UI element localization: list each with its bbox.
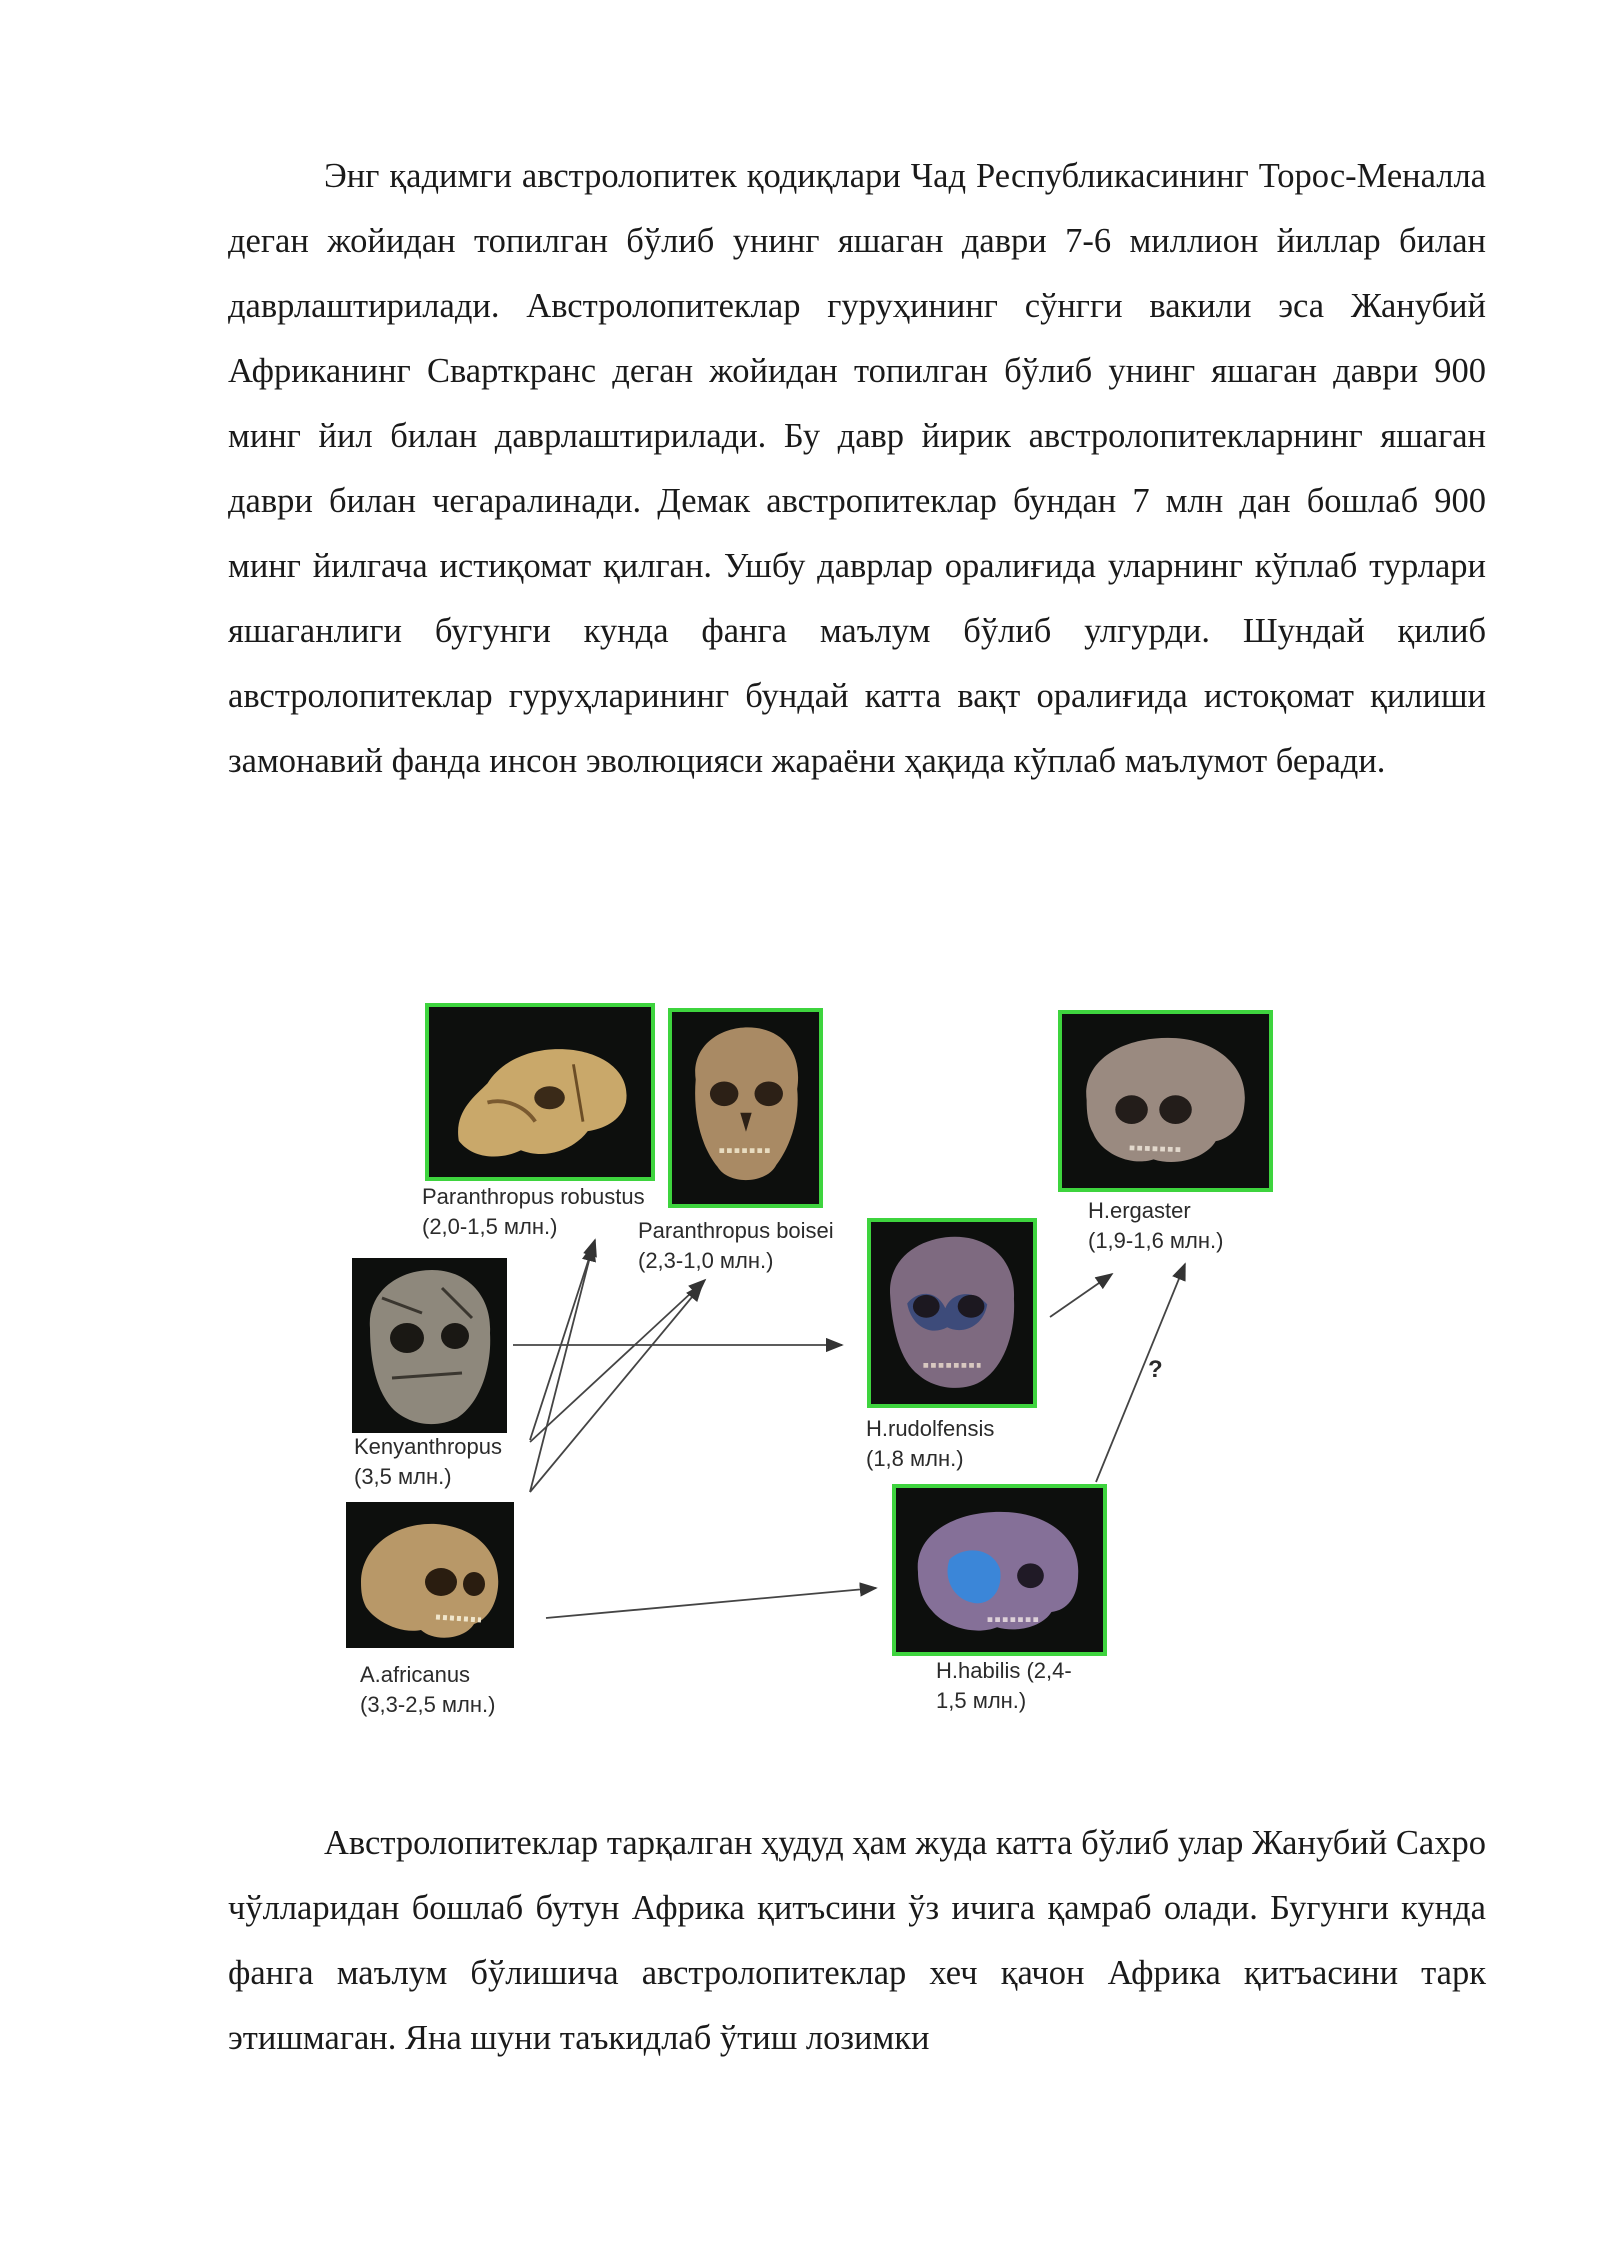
uncertain-lineage-mark: ? <box>1148 1356 1163 1383</box>
species-dates: (3,5 млн.) <box>354 1464 452 1489</box>
caption-h-ergaster <box>1088 1196 1223 1256</box>
arrow-rudolfensis-ergaster <box>1050 1274 1112 1317</box>
species-name: A.africanus <box>360 1662 471 1687</box>
arrow-africanus-habilis <box>546 1588 876 1618</box>
skull-photo-kenyanthropus <box>352 1258 507 1433</box>
species-dates: (1,9-1,6 млн.) <box>1088 1228 1224 1253</box>
paragraph-1: Энг қадимги австролопитек қодиқлари Чад Республикасининг Торос-Меналла деган жойидан топилган бўлиб унинг яшаган даври 7-6 миллион йиллар билан даврлаштирилади. Австролопитеклар гуруҳининг сўнгги вакили эса Жанубий Африканинг Сварткранс деган жойидан топилган бўлиб унинг яшаган даври 900 минг йил билан даврлаштирилади. Бу давр йирик австролопитекларнинг яшаган даври билан чегаралинади. Демак австропитеклар бундан 7 млн дан бошлаб 900 минг йилгача истиқомат қилган. Ушбу даврлар оралиғида уларнинг кўплаб турлари яшаганлиги бугунги кунда фанга маълум бўлиб улгурди. Шундай қилиб австролопитеклар гуруҳларининг бундай катта вақт оралиғида истоқомат қилиши замонавий фанда инсон эволюцияси жараёни ҳақида кўплаб маълумот беради. <box>228 157 1486 780</box>
skull-photo-h-habilis <box>892 1484 1107 1656</box>
paragraph-2: Австролопитеклар тарқалган ҳудуд ҳам жуда катта бўлиб улар Жанубий Сахро чўлларидан бошлаб бутун Африка қитъсини ўз ичига қамраб олади. Бугунги кунда фанга маълум бўлишича австролопитеклар хеч қачон Африка қитъасини тарк этишмаган. Яна шуни таъкидлаб ўтиш лозимки <box>228 1824 1486 2057</box>
species-name: H.rudolfensis <box>866 1416 995 1441</box>
skull-photo-h-rudolfensis <box>867 1218 1037 1408</box>
species-dates: (2,0-1,5 млн.) <box>422 1214 558 1239</box>
arrow-kenyanthropus-robustus <box>530 1240 595 1440</box>
species-dates: (2,3-1,0 млн.) <box>638 1248 774 1273</box>
skull-photo-p-boisei <box>668 1008 823 1208</box>
species-name: Paranthropus boisei <box>638 1218 834 1243</box>
species-dates: (3,3-2,5 млн.) <box>360 1692 496 1717</box>
caption-h-habilis <box>936 1656 1072 1716</box>
species-name: H.ergaster <box>1088 1198 1191 1223</box>
caption-p-robustus <box>422 1182 645 1242</box>
skull-photo-p-robustus <box>425 1003 655 1181</box>
caption-a-africanus <box>360 1660 495 1720</box>
caption-p-boisei <box>638 1216 834 1276</box>
species-name: Paranthropus robustus <box>422 1184 645 1209</box>
caption-kenyanthropus <box>354 1432 502 1492</box>
hominin-evolution-figure <box>330 1000 1290 1750</box>
species-name: H.habilis (2,4- <box>936 1658 1072 1683</box>
species-name: Kenyanthropus <box>354 1434 502 1459</box>
species-dates: (1,8 млн.) <box>866 1446 964 1471</box>
caption-h-rudolfensis <box>866 1414 994 1474</box>
arrow-habilis-ergaster <box>1096 1264 1185 1482</box>
species-dates: 1,5 млн.) <box>936 1688 1027 1713</box>
skull-photo-h-ergaster <box>1058 1010 1273 1192</box>
skull-photo-a-africanus <box>346 1502 514 1648</box>
